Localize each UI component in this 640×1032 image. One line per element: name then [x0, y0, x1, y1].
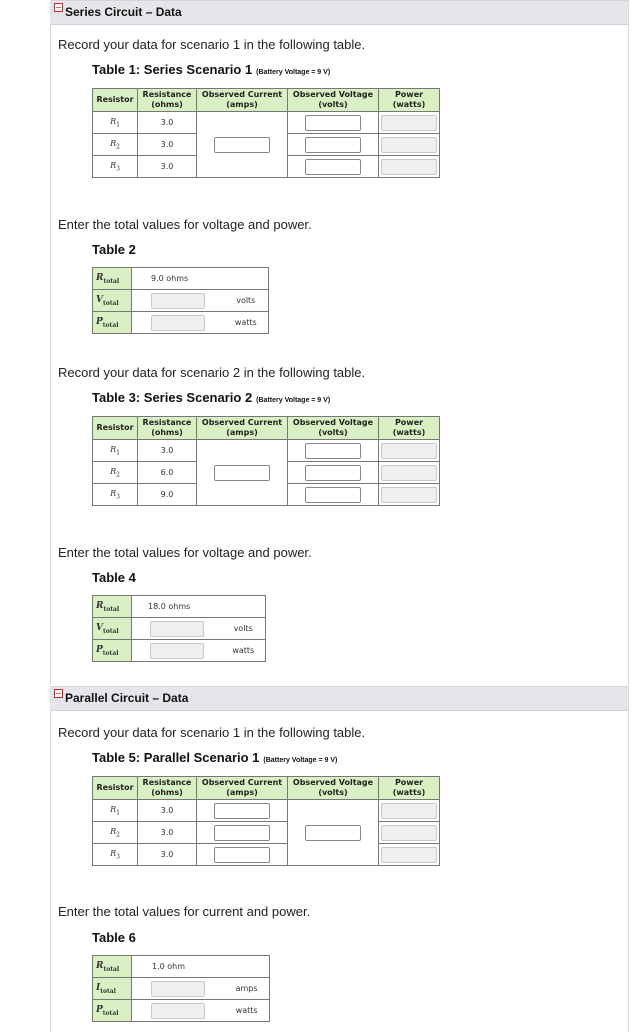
voltage-input[interactable]: [305, 159, 361, 175]
table1: [92, 88, 440, 178]
table-row: [93, 844, 440, 866]
current-input[interactable]: [214, 465, 270, 481]
resistor-label: $R_1$: [93, 800, 138, 822]
i-total-input[interactable]: [151, 981, 205, 997]
battery-voltage-note: (Battery Voltage = 9 V): [256, 69, 331, 76]
p-total-cell: [132, 312, 224, 334]
power-input[interactable]: [381, 115, 437, 131]
voltage-input[interactable]: [305, 137, 361, 153]
table3-title: Table 3: Series Scenario 2: [92, 390, 253, 405]
r-total-label: $R_{total}$: [93, 268, 132, 290]
parallel-scenario1-prompt: Record your data for scenario 1 in the following table.: [58, 725, 366, 740]
unit-amps: amps: [224, 978, 269, 1000]
r-total-label: $R_{total}$: [93, 956, 132, 978]
collapse-icon[interactable]: −: [55, 3, 62, 12]
power-input[interactable]: [381, 487, 437, 503]
resistance-value: 3.0: [138, 134, 197, 156]
header-resistor: Resistor: [93, 417, 138, 440]
voltage-input[interactable]: [305, 443, 361, 459]
resistor-label: $R_2$: [93, 462, 138, 484]
header-resistor: Resistor: [93, 89, 138, 112]
battery-voltage-note: (Battery Voltage = 9 V): [256, 397, 331, 404]
header-voltage: Observed Voltage (volts): [288, 417, 379, 440]
resistance-value: 3.0: [138, 800, 197, 822]
power-input[interactable]: [381, 159, 437, 175]
voltage-cell: [288, 134, 379, 156]
header-resistance: Resistance (ohms): [138, 777, 197, 800]
unit-watts: watts: [224, 1000, 269, 1022]
table1-title: Table 1: Series Scenario 1: [92, 62, 253, 77]
power-cell: [379, 484, 440, 506]
table2-caption: Table 2: [92, 242, 136, 257]
r-total-label: $R_{total}$: [93, 596, 132, 618]
table2: [92, 267, 269, 334]
table-row: [93, 822, 440, 844]
table-row: [93, 440, 440, 462]
current-input[interactable]: [214, 847, 270, 863]
power-input[interactable]: [381, 137, 437, 153]
power-cell: [379, 462, 440, 484]
table-row: [93, 800, 440, 822]
table5: [92, 776, 440, 866]
resistor-label: $R_3$: [93, 156, 138, 178]
header-voltage: Observed Voltage (volts): [288, 89, 379, 112]
table6: [92, 955, 270, 1022]
p-total-label: $P_{total}$: [93, 312, 132, 334]
power-input[interactable]: [381, 465, 437, 481]
power-cell: [379, 156, 440, 178]
parallel-section-header[interactable]: [50, 686, 628, 711]
v-total-input[interactable]: [151, 293, 205, 309]
voltage-cell: [288, 462, 379, 484]
power-cell: [379, 844, 440, 866]
resistor-label: $R_3$: [93, 484, 138, 506]
current-cell: [197, 800, 288, 822]
table-row: [93, 112, 440, 134]
unit-watts: watts: [222, 640, 266, 662]
power-input[interactable]: [381, 825, 437, 841]
header-power: Power (watts): [379, 417, 440, 440]
current-cell: [197, 844, 288, 866]
section-border-left: [50, 686, 51, 1032]
table3: [92, 416, 440, 506]
table-row: [93, 618, 266, 640]
section-border-right: [628, 686, 629, 1032]
header-power: Power (watts): [379, 89, 440, 112]
totals-prompt: Enter the total values for current and power.: [58, 904, 311, 919]
p-total-cell: [132, 1000, 225, 1022]
power-input[interactable]: [381, 443, 437, 459]
scenario2-prompt: Record your data for scenario 2 in the following table.: [58, 365, 366, 380]
power-cell: [379, 800, 440, 822]
table-row: [93, 640, 266, 662]
r-total-value: 1.0 ohm: [132, 956, 270, 978]
power-cell: [379, 822, 440, 844]
resistor-label: $R_1$: [93, 440, 138, 462]
power-cell: [379, 440, 440, 462]
resistor-label: $R_1$: [93, 112, 138, 134]
resistance-value: 3.0: [138, 156, 197, 178]
table1-caption: [92, 62, 330, 77]
resistance-value: 3.0: [138, 844, 197, 866]
table4: [92, 595, 266, 662]
header-voltage: Observed Voltage (volts): [288, 777, 379, 800]
v-total-label: $V_{total}$: [93, 290, 132, 312]
unit-volts: volts: [222, 618, 266, 640]
i-total-cell: [132, 978, 225, 1000]
table-row: [93, 312, 269, 334]
unit-volts: volts: [224, 290, 269, 312]
power-input[interactable]: [381, 847, 437, 863]
section-border-left: [50, 0, 51, 685]
table3-caption: [92, 390, 330, 405]
scenario1-prompt: Record your data for scenario 1 in the following table.: [58, 37, 366, 52]
table-row: [93, 290, 269, 312]
resistor-label: $R_3$: [93, 844, 138, 866]
header-resistance: Resistance (ohms): [138, 417, 197, 440]
voltage-cell: [288, 484, 379, 506]
voltage-input[interactable]: [305, 465, 361, 481]
table-row: [93, 978, 270, 1000]
p-total-label: $P_{total}$: [93, 640, 132, 662]
power-cell: [379, 112, 440, 134]
p-total-input[interactable]: [151, 1003, 205, 1019]
resistance-value: 3.0: [138, 440, 197, 462]
v-total-label: $V_{total}$: [93, 618, 132, 640]
table-row: [93, 268, 269, 290]
table-row: [93, 1000, 270, 1022]
current-input[interactable]: [214, 825, 270, 841]
table5-caption: [92, 750, 337, 765]
resistance-value: 3.0: [138, 822, 197, 844]
header-resistance: Resistance (ohms): [138, 89, 197, 112]
p-total-cell: [132, 640, 222, 662]
series-section-title: Series Circuit – Data: [65, 5, 182, 19]
p-total-input[interactable]: [151, 315, 205, 331]
table-row: [93, 956, 270, 978]
voltage-cell: [288, 156, 379, 178]
header-current: Observed Current (amps): [197, 417, 288, 440]
current-cell: [197, 440, 288, 506]
voltage-cell: [288, 440, 379, 462]
voltage-input[interactable]: [305, 115, 361, 131]
totals-prompt: Enter the total values for voltage and power.: [58, 545, 312, 560]
resistance-value: 3.0: [138, 112, 197, 134]
section-border-right: [628, 0, 629, 685]
totals-prompt: Enter the total values for voltage and power.: [58, 217, 312, 232]
v-total-cell: [132, 618, 222, 640]
resistance-value: 6.0: [138, 462, 197, 484]
voltage-cell: [288, 112, 379, 134]
header-resistor: Resistor: [93, 777, 138, 800]
table6-caption: Table 6: [92, 930, 136, 945]
header-current: Observed Current (amps): [197, 777, 288, 800]
resistor-label: $R_2$: [93, 134, 138, 156]
p-total-label: $P_{total}$: [93, 1000, 132, 1022]
table4-caption: Table 4: [92, 570, 136, 585]
series-section-header[interactable]: [50, 0, 628, 25]
current-input[interactable]: [214, 137, 270, 153]
parallel-section-title: Parallel Circuit – Data: [65, 691, 189, 705]
voltage-input[interactable]: [305, 487, 361, 503]
i-total-label: $I_{total}$: [93, 978, 132, 1000]
resistor-label: $R_2$: [93, 822, 138, 844]
current-cell: [197, 822, 288, 844]
unit-watts: watts: [224, 312, 269, 334]
current-cell: [197, 112, 288, 178]
table-row: [93, 596, 266, 618]
power-input[interactable]: [381, 803, 437, 819]
v-total-cell: [132, 290, 224, 312]
table5-title: Table 5: Parallel Scenario 1: [92, 750, 260, 765]
collapse-icon[interactable]: −: [55, 689, 62, 698]
p-total-input[interactable]: [150, 643, 204, 659]
r-total-value: 18.0 ohms: [132, 596, 266, 618]
resistance-value: 9.0: [138, 484, 197, 506]
header-power: Power (watts): [379, 777, 440, 800]
v-total-input[interactable]: [150, 621, 204, 637]
voltage-cell: [288, 800, 379, 866]
power-cell: [379, 134, 440, 156]
battery-voltage-note: (Battery Voltage = 9 V): [263, 757, 338, 764]
voltage-input[interactable]: [305, 825, 361, 841]
current-input[interactable]: [214, 803, 270, 819]
header-current: Observed Current (amps): [197, 89, 288, 112]
r-total-value: 9.0 ohms: [132, 268, 269, 290]
